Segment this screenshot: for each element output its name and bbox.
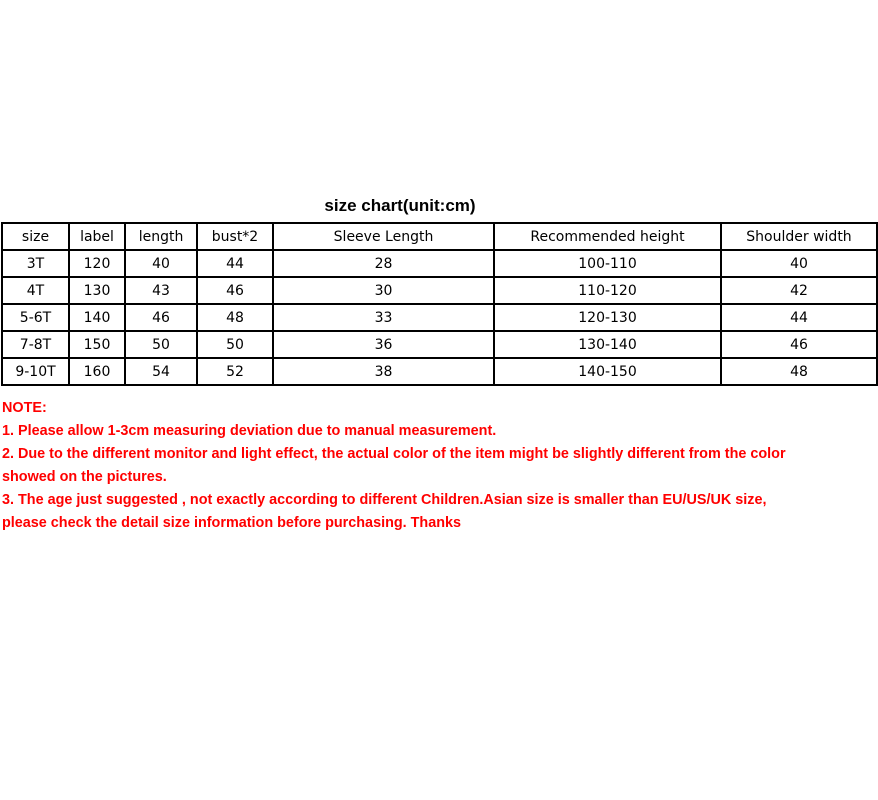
header-size: size [2, 223, 69, 250]
cell-sleeve-length: 30 [273, 277, 494, 304]
cell-size: 4T [2, 277, 69, 304]
header-label: label [69, 223, 125, 250]
notes-section [2, 397, 798, 535]
cell-sleeve-length: 33 [273, 304, 494, 331]
note-item: 1. Please allow 1-3cm measuring deviation due to manual measurement. [2, 423, 497, 439]
cell-shoulder-width: 44 [721, 304, 877, 331]
cell-label: 160 [69, 358, 125, 385]
cell-length: 46 [125, 304, 197, 331]
note-item: 3. The age just suggested , not exactly according to different Children.Asian size is smaller than EU/US/UK size, please check the detail size information before purchasing. Thanks [2, 492, 767, 531]
header-sleeve-length: Sleeve Length [273, 223, 494, 250]
header-shoulder-width: Shoulder width [721, 223, 877, 250]
cell-bust: 44 [197, 250, 273, 277]
cell-length: 50 [125, 331, 197, 358]
cell-shoulder-width: 42 [721, 277, 877, 304]
table-row [2, 358, 877, 385]
cell-recommended-height: 120-130 [494, 304, 721, 331]
cell-length: 43 [125, 277, 197, 304]
note-item: 2. Due to the different monitor and light effect, the actual color of the item might be slightly different from the color showed on the pictures. [2, 446, 786, 485]
cell-size: 9-10T [2, 358, 69, 385]
cell-size: 3T [2, 250, 69, 277]
table-header-row [2, 223, 877, 250]
cell-bust: 52 [197, 358, 273, 385]
table-row [2, 304, 877, 331]
cell-label: 150 [69, 331, 125, 358]
header-bust: bust*2 [197, 223, 273, 250]
cell-recommended-height: 130-140 [494, 331, 721, 358]
cell-label: 120 [69, 250, 125, 277]
cell-recommended-height: 100-110 [494, 250, 721, 277]
table-row [2, 277, 877, 304]
cell-recommended-height: 110-120 [494, 277, 721, 304]
table-row [2, 331, 877, 358]
header-length: length [125, 223, 197, 250]
cell-shoulder-width: 46 [721, 331, 877, 358]
cell-sleeve-length: 38 [273, 358, 494, 385]
cell-sleeve-length: 36 [273, 331, 494, 358]
cell-shoulder-width: 40 [721, 250, 877, 277]
header-recommended-height: Recommended height [494, 223, 721, 250]
chart-title: size chart(unit:cm) [324, 196, 476, 215]
cell-size: 5-6T [2, 304, 69, 331]
cell-sleeve-length: 28 [273, 250, 494, 277]
cell-size: 7-8T [2, 331, 69, 358]
note-heading: NOTE: [2, 400, 47, 416]
cell-recommended-height: 140-150 [494, 358, 721, 385]
cell-bust: 48 [197, 304, 273, 331]
cell-bust: 46 [197, 277, 273, 304]
size-chart-table [1, 222, 878, 386]
cell-length: 54 [125, 358, 197, 385]
cell-label: 140 [69, 304, 125, 331]
cell-bust: 50 [197, 331, 273, 358]
cell-shoulder-width: 48 [721, 358, 877, 385]
cell-label: 130 [69, 277, 125, 304]
table-row [2, 250, 877, 277]
cell-length: 40 [125, 250, 197, 277]
